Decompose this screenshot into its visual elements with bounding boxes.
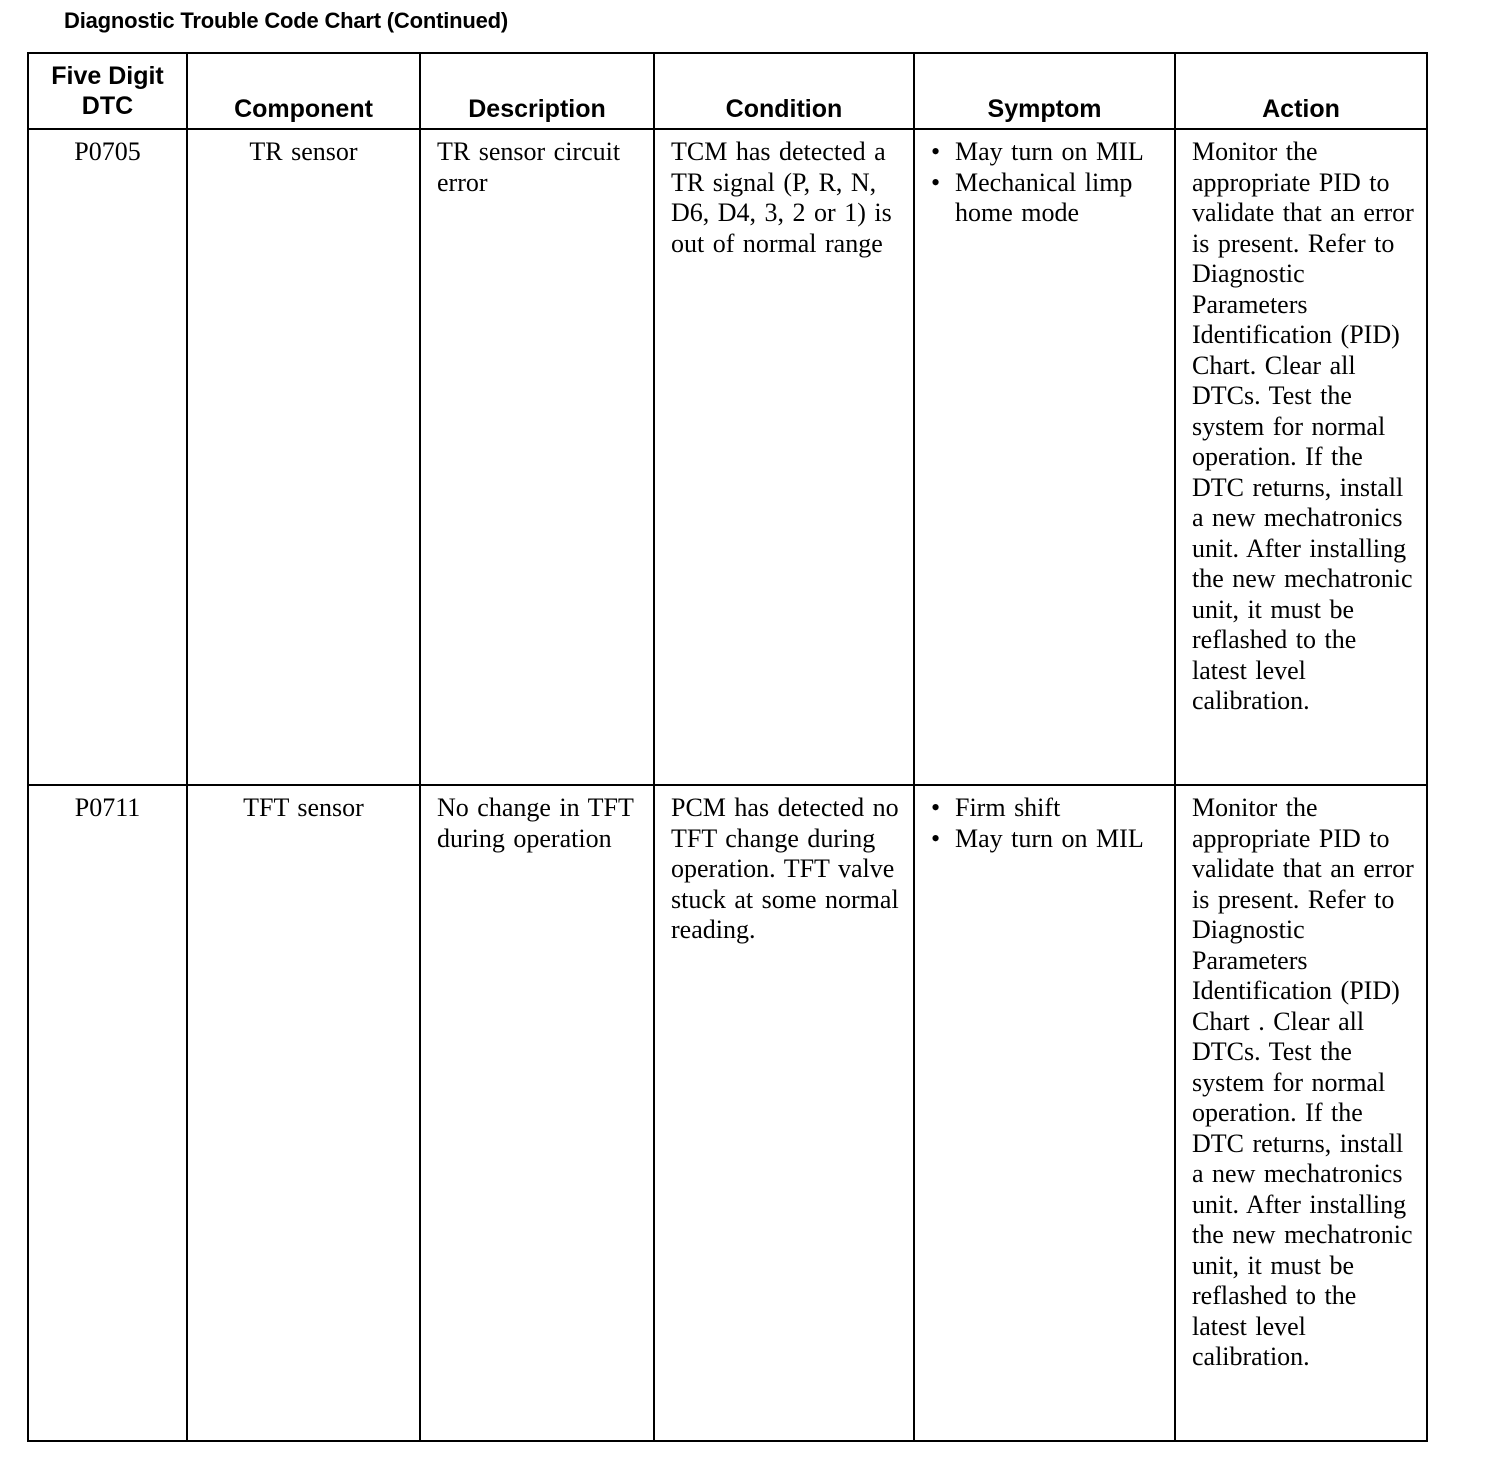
table-header-row	[28, 53, 1427, 129]
cell-dtc: P0711	[28, 785, 187, 1441]
list-item: • May turn on MIL	[931, 137, 1164, 168]
header-five-digit-dtc	[28, 53, 187, 129]
cell-symptom	[914, 129, 1175, 785]
cell-symptom	[914, 785, 1175, 1441]
header-description: Description	[420, 53, 654, 129]
cell-component: TFT sensor	[187, 785, 420, 1441]
table-row	[28, 129, 1427, 785]
symptom-list	[931, 793, 1164, 854]
page-title: Diagnostic Trouble Code Chart (Continued)	[64, 8, 509, 33]
list-item: • May turn on MIL	[931, 824, 1164, 855]
header-dtc-line2: DTC	[81, 92, 134, 120]
symptom-list	[931, 137, 1164, 229]
header-component: Component	[187, 53, 420, 129]
list-item: • Firm shift	[931, 793, 1164, 824]
header-condition: Condition	[654, 53, 914, 129]
cell-action: Monitor the appropriate PID to validate that an error is present. Refer to Diagnostic Parameters Identification (PID) Chart. Clear all DTCs. Test the system for normal operation. If the DTC returns, install a new mechatronics unit. After installing the new mechatronic unit, it must be reflashed to the latest level calibration.	[1175, 129, 1427, 785]
cell-component: TR sensor	[187, 129, 420, 785]
header-action: Action	[1175, 53, 1427, 129]
header-symptom: Symptom	[914, 53, 1175, 129]
dtc-chart-table	[27, 52, 1428, 1442]
cell-description: TR sensor circuit error	[420, 129, 654, 785]
list-item: • Mechanical limp home mode	[931, 168, 1164, 229]
cell-description: No change in TFT during operation	[420, 785, 654, 1441]
cell-condition: TCM has detected a TR signal (P, R, N, D6, D4, 3, 2 or 1) is out of normal range	[654, 129, 914, 785]
table-row	[28, 785, 1427, 1441]
header-dtc-line1: Five Digit	[51, 62, 164, 90]
cell-dtc: P0705	[28, 129, 187, 785]
cell-action: Monitor the appropriate PID to validate that an error is present. Refer to Diagnostic Parameters Identification (PID) Chart . Clear all DTCs. Test the system for normal operation. If the DTC returns, install a new mechatronics unit. After installing the new mechatronic unit, it must be reflashed to the latest level calibration.	[1175, 785, 1427, 1441]
cell-condition: PCM has detected no TFT change during operation. TFT valve stuck at some normal reading.	[654, 785, 914, 1441]
